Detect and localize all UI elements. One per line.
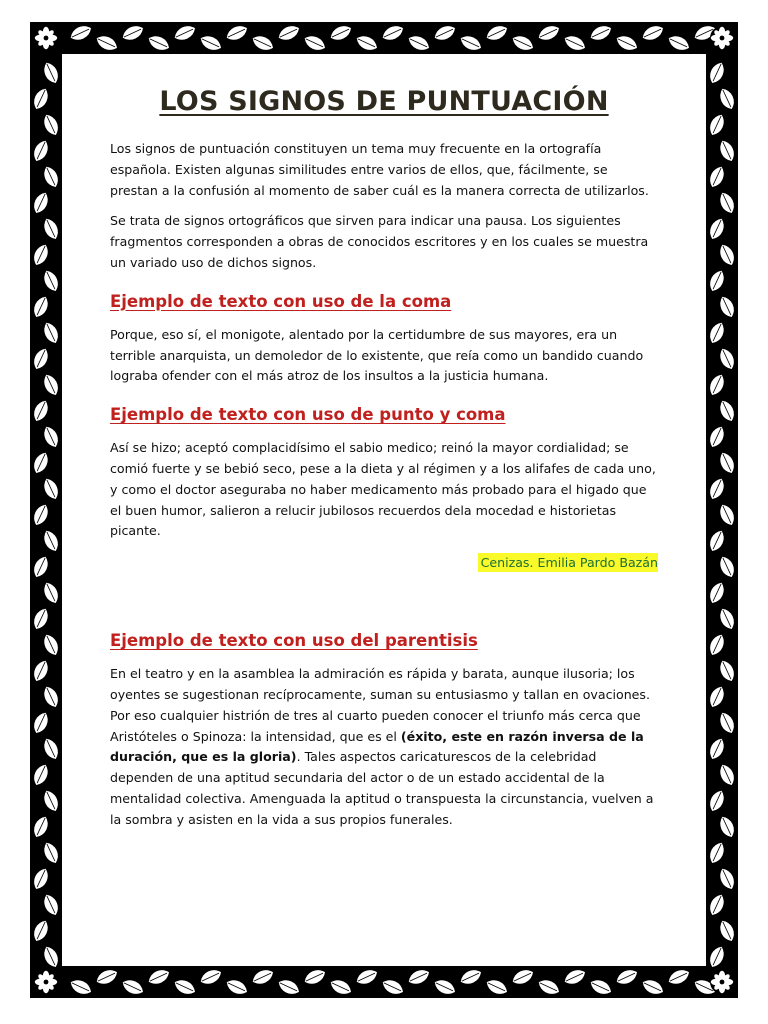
- parentesis-text-before: En el teatro y en la asamblea la admiración es rápida y barata, aunque ilusoria; los oyentes se sugestionan recíprocamente, suman su entusiasmo y tallan en ovaciones. Por eso cualquier histrión de tres al cuarto pueden conocer el triunfo más cerca que Aristóteles o Spinoza: la intensidad, que es el: [110, 666, 650, 744]
- section-heading-parentesis: Ejemplo de texto con uso del parentisis: [110, 631, 478, 651]
- section-heading-punto-coma: Ejemplo de texto con uso de punto y coma: [110, 405, 506, 425]
- section-heading-coma: Ejemplo de texto con uso de la coma: [110, 291, 452, 311]
- citation-highlight: Cenizas. Emilia Pardo Bazán: [478, 553, 658, 572]
- intro-paragraph: Se trata de signos ortográficos que sirven para indicar una pausa. Los siguientes fragmentos corresponden a obras de conocidos escritores y en los cuales se muestra un variado uso de dichos signos.: [110, 213, 649, 270]
- flower-corner-icon: [34, 970, 58, 994]
- parentesis-text-bold: (éxito, este en razón inversa de la duración, que es la gloria): [110, 728, 644, 765]
- page-title: LOS SIGNOS DE PUNTUACIÓN: [159, 86, 609, 117]
- example-text-punto-coma: Así se hizo; aceptó complacidísimo el sabio medico; reinó la mayor cordialidad; se comió fuerte y se bebió seco, pese a la dieta y al régimen y a los alifafes de cada uno, y como el doctor aseguraba no haber medicamento más probado para el higado que el buen humor, salieron a relucir jubilosos recuerdos dela mocedad e historietas picante.: [110, 440, 656, 539]
- intro-paragraph: Los signos de puntuación constituyen un tema muy frecuente en la ortografía española. Existen algunas similitudes entre varios de ellos, que, fácilmente, se prestan a la confusión al momento de saber cuál es la manera correcta de utilizarlos.: [110, 141, 649, 198]
- flower-corner-icon: [710, 970, 734, 994]
- citation-row: [110, 552, 658, 571]
- example-text-coma: Porque, eso sí, el monigote, alentado por la certidumbre de sus mayores, era un terrible anarquista, un demoledor de lo existente, que reía como un bandido cuando lograba ofender con el más atroz de los insultos a la justicia humana.: [110, 326, 644, 384]
- example-text-parentesis: [110, 664, 658, 830]
- document-body: [110, 86, 658, 841]
- parentesis-text-after: . Tales aspectos caricaturescos de la celebridad dependen de una aptitud secundaria del actor o de un estado accidental de la mentalidad colectiva. Amenguada la aptitud o transpuesta la circunstancia, vuelven a la sombra y asisten en la vida a sus propios funerales.: [110, 749, 654, 827]
- flower-corner-icon: [710, 26, 734, 50]
- flower-corner-icon: [34, 26, 58, 50]
